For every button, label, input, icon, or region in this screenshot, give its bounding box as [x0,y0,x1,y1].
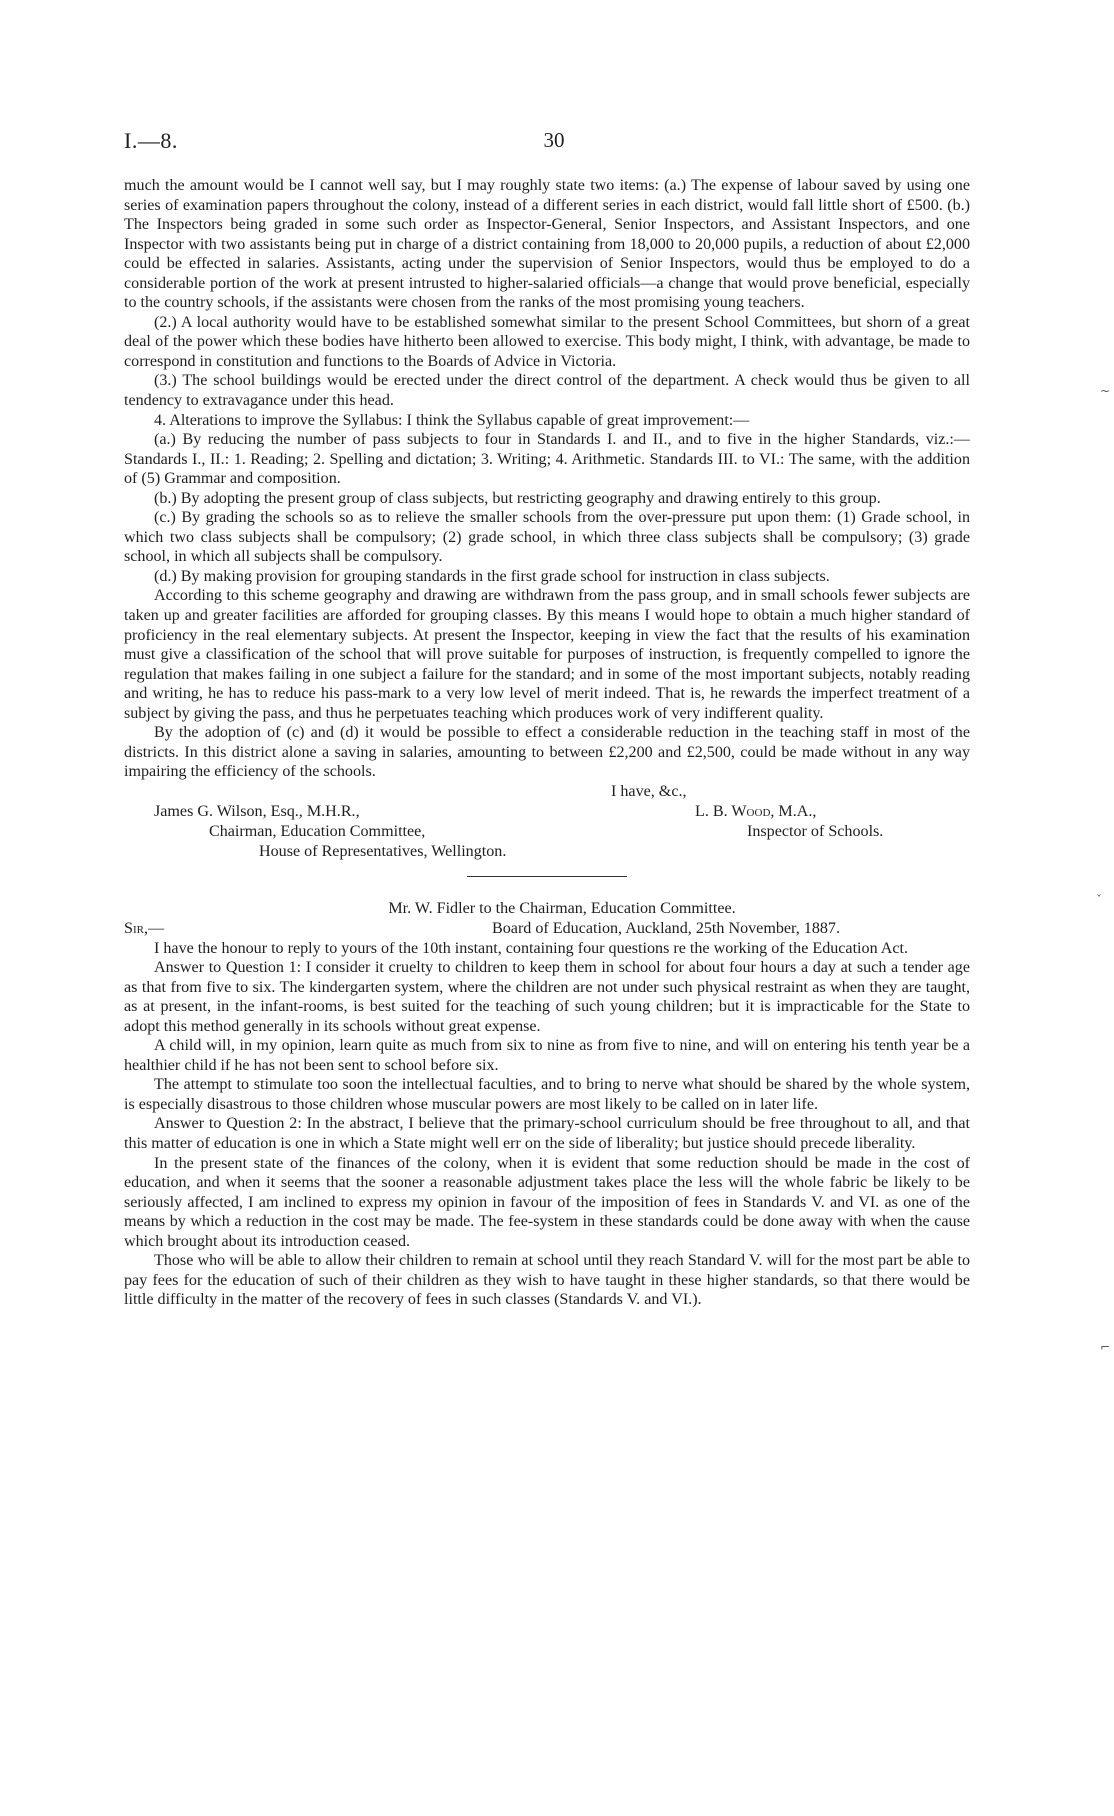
addressee-name: James G. Wilson, Esq., M.H.R., [154,802,360,820]
paragraph: Answer to Question 2: In the abstract, I believe that the primary-school curriculum should be free throughout to all, and that this matter of education is one in which a State might well err on the side of liberality; but justice should precede liberality. [124,1115,970,1152]
paragraph: (c.) By grading the schools so as to relieve the smaller schools from the over-pressure put upon them: (1) Grade school, in which two class subjects shall be compulsory; (2) grade school, in which three class subjects shall be compulsory; (3) grade school, in which all subjects shall be compulsory. [124,509,970,566]
running-head [124,128,984,160]
paragraph: I have the honour to reply to yours of the 10th instant, containing four questions re the working of the Education Act. [154,939,909,957]
paragraph: Those who will be able to allow their children to remain at school until they reach Standard V. will for the most part be able to pay fees for the education of such of their children as they wish to have taught in these higher standards, so that there would be little difficulty in the matter of the recovery of fees in such classes (Standards V. and VI.). [124,1252,970,1309]
paragraph: (d.) By making provision for grouping standards in the first grade school for instruction in class subjects. [154,567,830,585]
signer-title: Inspector of Schools. [747,822,884,840]
page-number: 30 [543,128,565,152]
salutation-line [124,919,970,939]
salutation: Sir,— [124,919,165,937]
signature-block [124,782,970,900]
paragraph: (3.) The school buildings would be erected under the direct control of the department. A check would thus be given to all tendency to extravagance under this head. [124,372,970,410]
document-reference: I.—8. [124,128,178,153]
place-date: Board of Education, Auckland, 25th November, 1887. [492,919,840,937]
signer-name: L. B. Wood, M.A., [695,802,817,820]
paragraph: By the adoption of (c) and (d) it would be possible to effect a considerable reduction in the teaching staff in most of the districts. In this district alone a saving in salaries, amounting to between £2,200 and £2,500, could be made without in any way impairing the efficiency of the schools. [124,724,970,781]
closing: I have, &c., [611,782,687,800]
paragraph: (2.) A local authority would have to be established somewhat similar to the present School Committees, but shorn of a great deal of the power which these bodies have hitherto been allowed to exercise. This body might, I think, with advantage, be made to correspond in constitution and functions to the Boards of Advice in Victoria. [124,313,970,370]
margin-mark: ~ [1100,384,1111,398]
margin-mark: ˇ [1096,893,1102,907]
paragraph: Answer to Question 1: I consider it cruelty to children to keep them in school for about four hours a day at such a tender age as that from five to six. The kindergarten system, where the children are not under such physical restraint as when they are taught, as at present, in the infant-rooms, is best suited for the teaching of such young children; but it is impracticable for the State to adopt this method generally in its schools without great expense. [124,959,970,1035]
paragraph: (a.) By reducing the number of pass subjects to four in Standards I. and II., and to five in the higher Standards, viz.:—Standards I., II.: 1. Reading; 2. Spelling and dictation; 3. Writing; 4. Arithmetic. Standards III. to VI.: The same, with the addition of (5) Grammar and composition. [124,431,970,488]
addressee-place: House of Representatives, Wellington. [259,842,507,860]
paragraph: In the present state of the finances of the colony, when it is evident that some reduction should be made in the cost of education, and when it seems that the sooner a reasonable adjustment takes place the less will the whole fabric be likely to be seriously affected, I am inclined to express my opinion in favour of the imposition of fees in Standards V. and VI. as one of the means by which a reduction in the cost may be made. The fee-system in these standards could be done away with when the cause which brought about its introduction ceased. [124,1154,970,1250]
paragraph: According to this scheme geography and drawing are withdrawn from the pass group, and in small schools fewer subjects are taken up and greater facilities are afforded for grouping classes. By this means I would hope to obtain a much higher standard of proficiency in the real elementary subjects. At present the Inspector, keeping in view the fact that the results of his examination must give a classification of the school that will prove suitable for purposes of instruction, is frequently compelled to ignore the regulation that makes failing in one subject a failure for the standard; and in some of the most important subjects, notably reading and writing, he has to reduce his pass-mark to a very low level of merit indeed. That is, he rewards the imperfect treatment of a subject by giving the pass, and thus he perpetuates teaching which produces work of very indifferent quality. [124,587,970,722]
paragraph: (b.) By adopting the present group of class subjects, but restricting geography and drawing entirely to this group. [154,489,881,507]
body-text [124,176,970,1310]
paragraph: A child will, in my opinion, learn quite as much from six to nine as from five to nine, and will on entering his tenth year be a healthier child if he has not been sent to school before six. [124,1037,970,1074]
letter-heading: Mr. W. Fidler to the Chairman, Education Committee. [388,899,736,917]
paragraph: much the amount would be I cannot well say, but I may roughly state two items: (a.) The expense of labour saved by using one series of examination papers throughout the colony, instead of a different series in each district, would fall little short of £500. (b.) The Inspectors being graded in some such order as Inspector-General, Senior Inspectors, and Assistant Inspectors, and one Inspector with two assistants being put in charge of a district containing from 18,000 to 20,000 pupils, a reduction of about £2,000 could be effected in salaries. Assistants, acting under the supervision of Senior Inspectors, would thus be employed to do a considerable portion of the work at present intrusted to higher-salaried officials—a change that would prove beneficial, especially to the country schools, if the assistants were chosen from the ranks of the most promising young teachers. [124,177,970,312]
paragraph: The attempt to stimulate too soon the intellectual faculties, and to bring to nerve what should be shared by the whole system, is especially disastrous to those children whose muscular powers are most likely to be called on in later life. [124,1076,970,1113]
paragraph: 4. Alterations to improve the Syllabus: I think the Syllabus capable of great improvement:— [154,411,750,429]
margin-mark: ⌐ [1100,1340,1111,1354]
addressee-role: Chairman, Education Committee, [209,822,426,840]
